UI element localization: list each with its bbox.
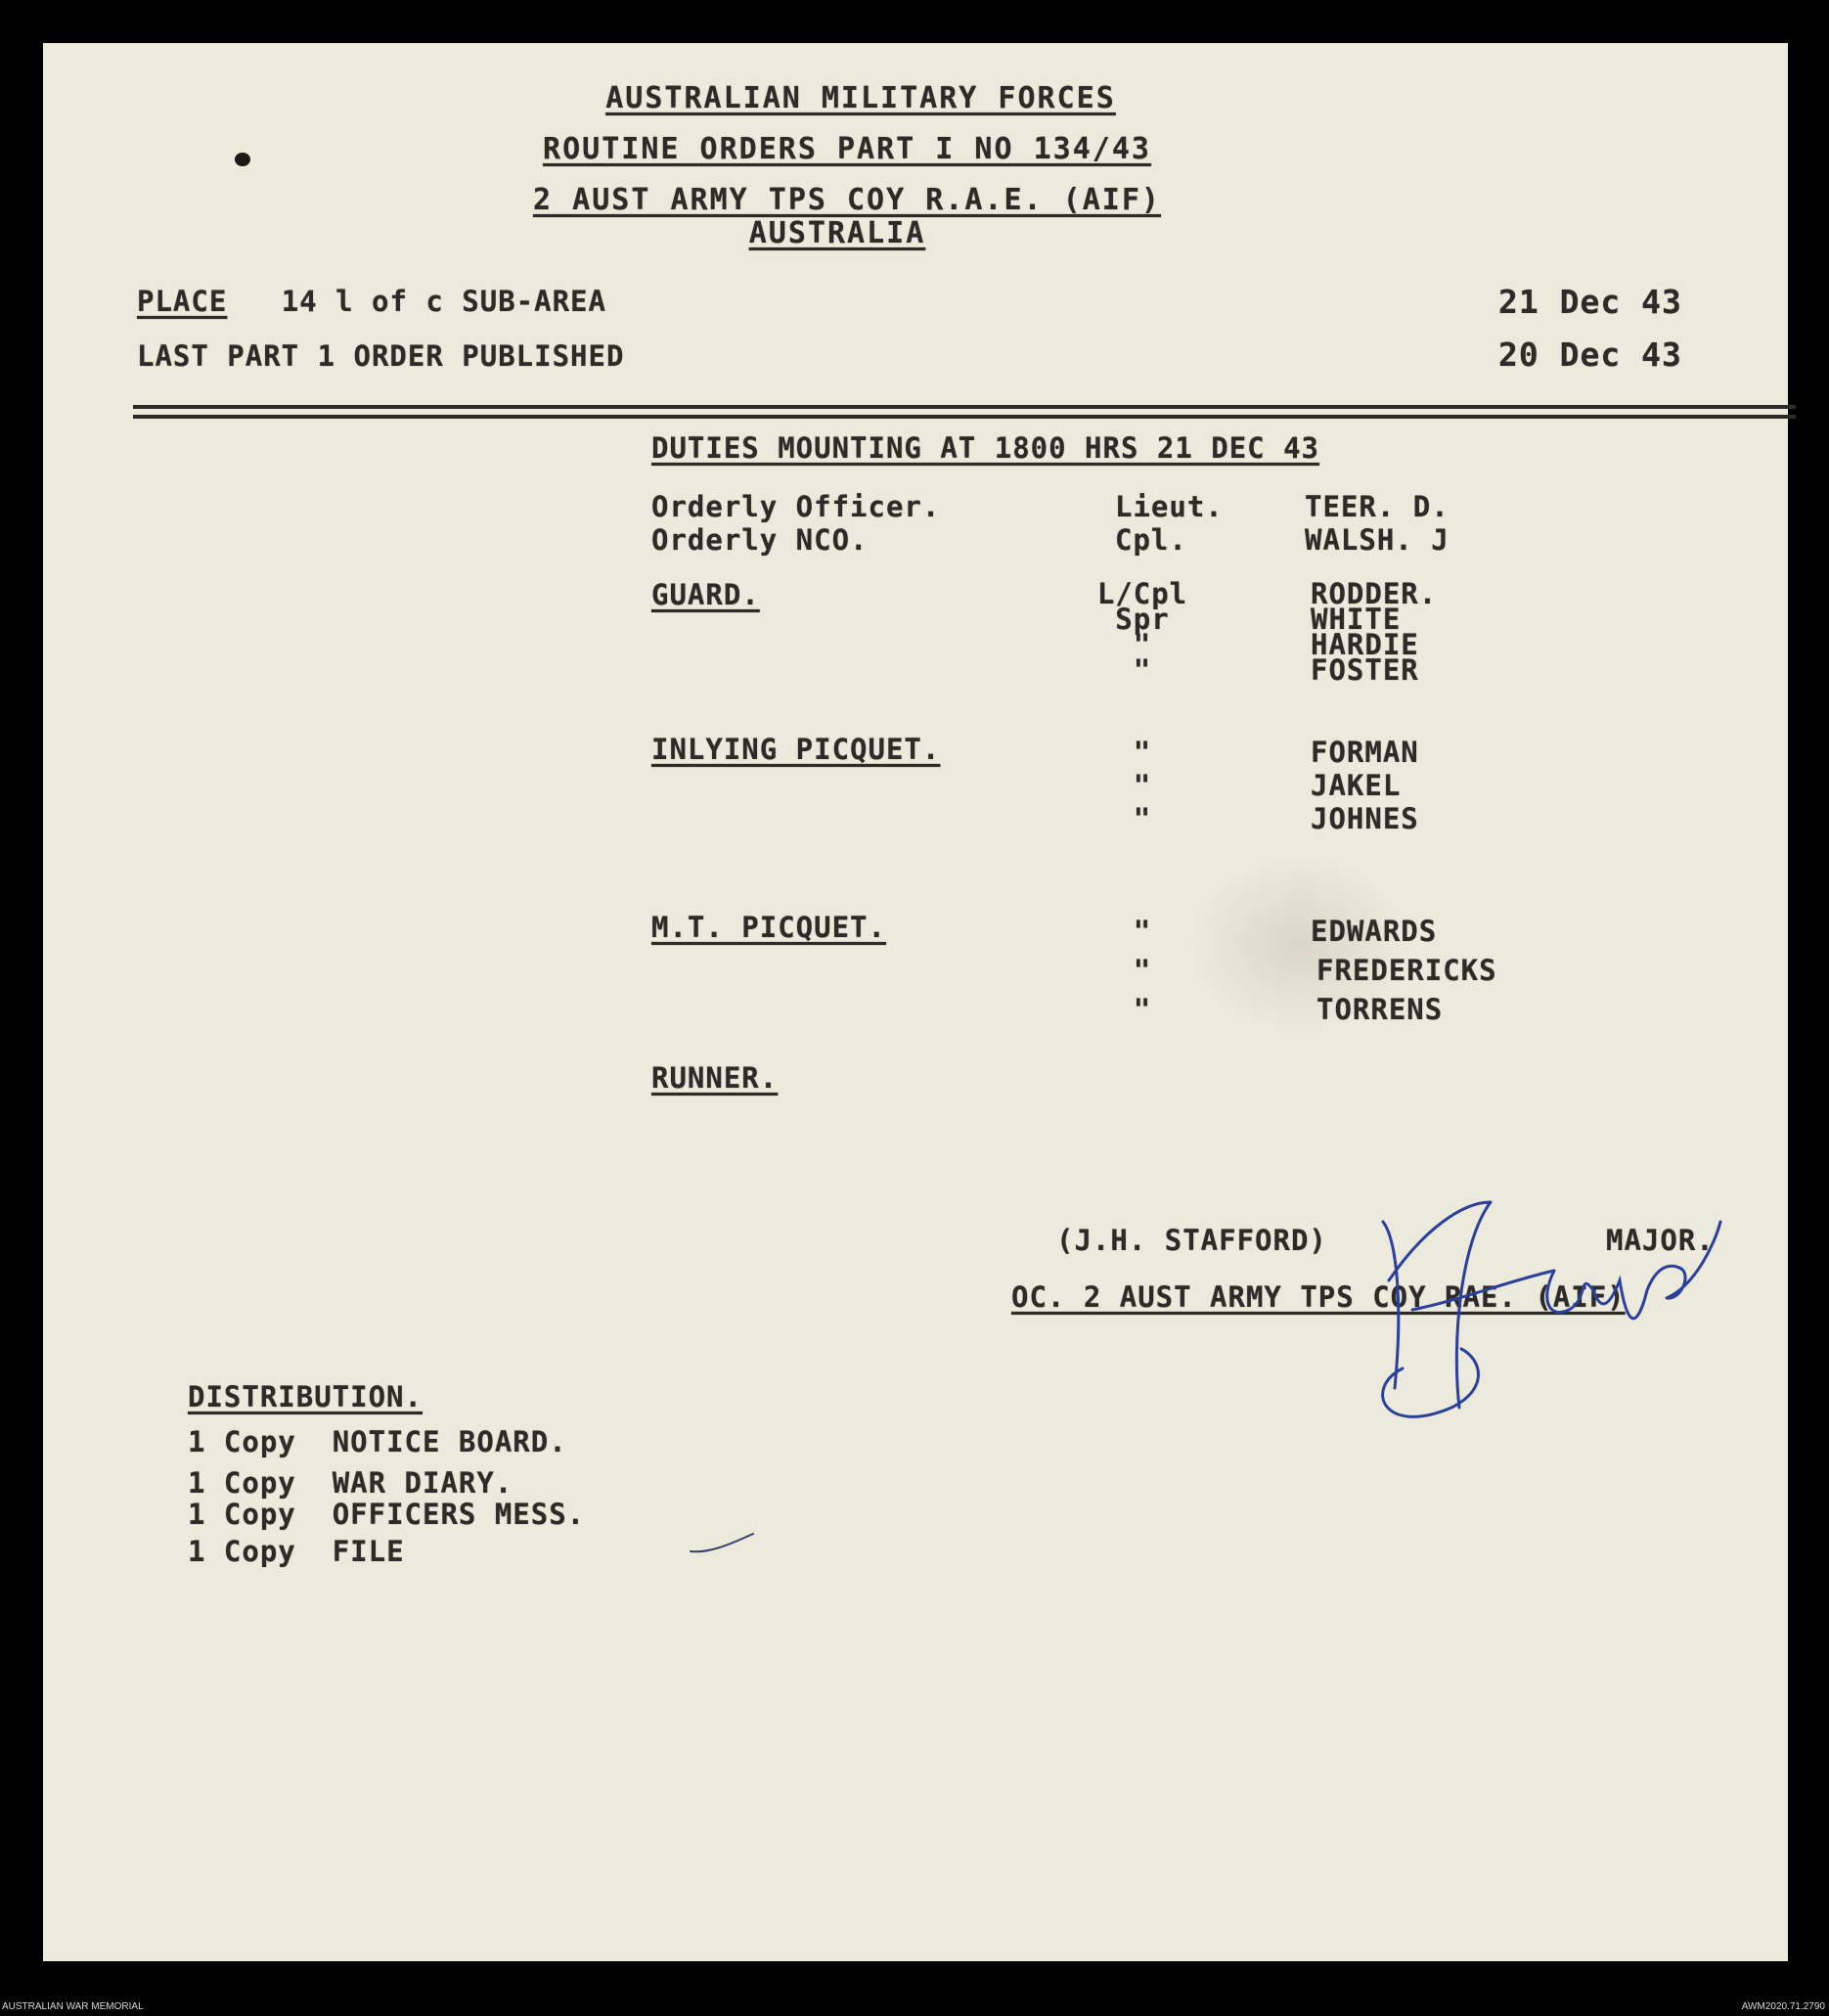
guard-rank: Spr	[1115, 603, 1170, 636]
archive-reference: AWM2020.71.2790	[1741, 2001, 1825, 2012]
mt-name: TORRENS	[1316, 993, 1444, 1026]
runner-label: RUNNER.	[651, 1061, 779, 1095]
mt-name: EDWARDS	[1311, 915, 1438, 948]
inlying-picquet-names	[1311, 736, 1419, 835]
inlying-name: JAKEL	[1311, 769, 1402, 802]
inlying-rank: "	[1133, 736, 1152, 769]
distribution-item	[188, 1425, 585, 1469]
mt-picquet-ranks	[1134, 912, 1151, 1029]
guard-rank: L/Cpl	[1096, 577, 1188, 610]
header-line-2: ROUTINE ORDERS PART I NO 134/43	[543, 132, 1151, 166]
guard-name: HARDIE	[1311, 628, 1419, 661]
inlying-name: FORMAN	[1311, 736, 1419, 769]
place-value: 14 l of c SUB-AREA	[281, 285, 606, 318]
inlying-rank: "	[1133, 769, 1152, 802]
guard-rank: "	[1133, 653, 1152, 687]
mt-rank: "	[1133, 993, 1152, 1026]
orderly-officer-name: TEER. D.	[1305, 490, 1450, 523]
distribution-item	[188, 1498, 586, 1538]
inlying-picquet-ranks	[1134, 736, 1151, 835]
orderly-nco-name: WALSH. J	[1305, 523, 1450, 557]
distribution-qty: 1 Copy	[188, 1466, 296, 1500]
distribution-dest: OFFICERS MESS.	[332, 1498, 586, 1531]
handwritten-signature	[1344, 1163, 1725, 1432]
place-date: 21 Dec 43	[1498, 283, 1682, 321]
mt-rank: "	[1133, 915, 1152, 948]
distribution-title: DISTRIBUTION.	[188, 1380, 423, 1413]
orderly-officer-rank: Lieut.	[1115, 490, 1224, 523]
signatory-rank: MAJOR.	[1606, 1224, 1715, 1257]
distribution-item	[188, 1466, 585, 1501]
signatory-name: (J.H. STAFFORD)	[1056, 1224, 1327, 1257]
mt-picquet-names	[1311, 912, 1497, 1029]
mt-rank: "	[1133, 954, 1152, 987]
distribution-qty: 1 Copy	[188, 1498, 296, 1531]
guard-rank: "	[1133, 628, 1152, 661]
orderly-officer-label: Orderly Officer.	[651, 490, 941, 523]
document-page	[43, 43, 1788, 1961]
header-line-4: AUSTRALIA	[748, 216, 926, 250]
inlying-name: JOHNES	[1311, 802, 1419, 835]
guard-label: GUARD.	[651, 578, 760, 611]
place-label: PLACE	[137, 285, 228, 318]
orderly-nco-rank: Cpl.	[1115, 523, 1187, 557]
distribution-qty: 1 Copy	[188, 1425, 296, 1458]
header-line-1: AUSTRALIAN MILITARY FORCES	[605, 81, 1116, 115]
guard-name: FOSTER	[1311, 653, 1419, 687]
check-mark-icon	[689, 1530, 757, 1559]
separator-rule-1	[133, 405, 1796, 409]
header-line-3: 2 AUST ARMY TPS COY R.A.E. (AIF)	[533, 183, 1161, 217]
duties-title: DUTIES MOUNTING AT 1800 HRS 21 DEC 43	[651, 431, 1320, 465]
last-order-date: 20 Dec 43	[1498, 336, 1682, 374]
last-order-label: LAST PART 1 ORDER PUBLISHED	[137, 339, 625, 373]
guard-name: RODDER.	[1311, 577, 1438, 610]
distribution-dest: FILE	[332, 1535, 405, 1568]
inlying-picquet-label: INLYING PICQUET.	[651, 733, 941, 766]
mt-name: FREDERICKS	[1316, 954, 1497, 987]
distribution-list	[188, 1425, 586, 1569]
guard-name: WHITE	[1311, 603, 1402, 636]
guard-names	[1311, 577, 1438, 687]
distribution-dest: NOTICE BOARD.	[332, 1425, 567, 1458]
mt-picquet-label: M.T. PICQUET.	[651, 911, 886, 944]
archive-credit: AUSTRALIAN WAR MEMORIAL	[2, 2001, 144, 2012]
orderly-nco-label: Orderly NCO.	[651, 523, 869, 557]
inlying-rank: "	[1133, 802, 1152, 835]
place-line	[137, 285, 606, 318]
distribution-item	[188, 1535, 585, 1569]
signatory-unit: OC. 2 AUST ARMY TPS COY RAE. (AIF)	[1011, 1280, 1626, 1314]
punch-hole	[235, 153, 250, 166]
distribution-dest: WAR DIARY.	[332, 1466, 513, 1500]
guard-ranks	[1096, 577, 1188, 687]
separator-rule-2	[133, 415, 1796, 419]
distribution-qty: 1 Copy	[188, 1535, 296, 1568]
